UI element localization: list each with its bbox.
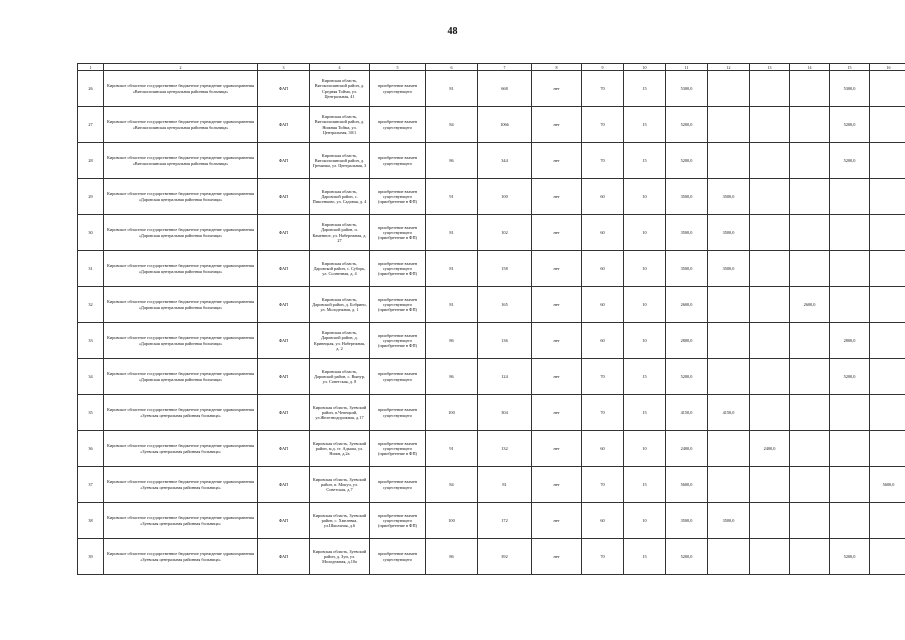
cell-col-10: 10 xyxy=(624,251,666,287)
column-number: 3 xyxy=(258,64,310,71)
cell-col-12: 3500,0 xyxy=(708,503,750,539)
facility-type: ФАП xyxy=(258,539,310,575)
cell-col-11: 2800,0 xyxy=(666,323,708,359)
cell-col-7: 172 xyxy=(478,503,532,539)
table-row xyxy=(78,143,905,179)
cell-col-11: 3500,0 xyxy=(666,503,708,539)
facility-type: ФАП xyxy=(258,215,310,251)
cell-col-10: 10 xyxy=(624,215,666,251)
facility-type: ФАП xyxy=(258,503,310,539)
cell-col-8: нет xyxy=(532,431,582,467)
cell-col-15 xyxy=(830,179,870,215)
cell-col-11: 5300,0 xyxy=(666,71,708,107)
cell-col-16 xyxy=(870,71,905,107)
cell-col-11: 5200,0 xyxy=(666,107,708,143)
cell-col-7: 132 xyxy=(478,431,532,467)
row-number: 38 xyxy=(78,503,104,539)
facility-type: ФАП xyxy=(258,359,310,395)
cell-col-16: 5600,0 xyxy=(870,467,905,503)
row-number: 37 xyxy=(78,467,104,503)
institution-name: Кировское областное государственное бюджетное учреждение здравоохранения «Вятскополянская центральная районная больница» xyxy=(104,107,258,143)
cell-col-9: 60 xyxy=(582,179,624,215)
row-number: 33 xyxy=(78,323,104,359)
cell-col-13 xyxy=(750,287,790,323)
cell-col-10: 10 xyxy=(624,179,666,215)
facility-type: ФАП xyxy=(258,287,310,323)
cell-col-11: 2400,0 xyxy=(666,431,708,467)
planned-action: приобретение взамен существующего (приобретение в ФП) xyxy=(370,431,426,467)
column-number: 2 xyxy=(104,64,258,71)
cell-col-12: 3500,0 xyxy=(708,179,750,215)
table-row xyxy=(78,251,905,287)
row-number: 39 xyxy=(78,539,104,575)
cell-col-13 xyxy=(750,467,790,503)
table-row xyxy=(78,71,905,107)
cell-col-10: 10 xyxy=(624,503,666,539)
column-number: 6 xyxy=(426,64,478,71)
cell-col-10: 10 xyxy=(624,323,666,359)
facility-address: Кировская область, Даровской район, с. Пиксенково, ул. Садовая, д. 4 xyxy=(310,179,370,215)
cell-col-8: нет xyxy=(532,287,582,323)
cell-col-10: 15 xyxy=(624,359,666,395)
cell-col-14 xyxy=(790,359,830,395)
planned-action: приобретение взамен существующего (приобретение в ФП) xyxy=(370,287,426,323)
institution-name: Кировское областное государственное бюджетное учреждение здравоохранения «Даровская центральная районная больница» xyxy=(104,323,258,359)
institution-name: Кировское областное государственное бюджетное учреждение здравоохранения «Вятскополянская центральная районная больница» xyxy=(104,143,258,179)
cell-col-7: 124 xyxy=(478,359,532,395)
cell-col-14 xyxy=(790,251,830,287)
cell-col-6: 91 xyxy=(426,179,478,215)
column-number: 13 xyxy=(750,64,790,71)
cell-col-14 xyxy=(790,395,830,431)
planned-action: приобретение взамен существующего xyxy=(370,467,426,503)
cell-col-13 xyxy=(750,71,790,107)
facility-address: Кировская область, Даровской район, с. Вынур, ул. Советская, д. 8 xyxy=(310,359,370,395)
cell-col-14 xyxy=(790,215,830,251)
cell-col-13 xyxy=(750,215,790,251)
cell-col-7: 304 xyxy=(478,395,532,431)
cell-col-7: 392 xyxy=(478,539,532,575)
facility-address: Кировская область, Даровской район, д. Кривецкая, ул. Набережная, д. 2 xyxy=(310,323,370,359)
cell-col-7: 136 xyxy=(478,323,532,359)
cell-col-11: 5200,0 xyxy=(666,143,708,179)
row-number: 36 xyxy=(78,431,104,467)
row-number: 30 xyxy=(78,215,104,251)
facility-type: ФАП xyxy=(258,107,310,143)
cell-col-16 xyxy=(870,503,905,539)
cell-col-12: 3500,0 xyxy=(708,215,750,251)
row-number: 34 xyxy=(78,359,104,395)
cell-col-8: нет xyxy=(532,107,582,143)
cell-col-10: 15 xyxy=(624,143,666,179)
table-row xyxy=(78,179,905,215)
cell-col-6: 84 xyxy=(426,107,478,143)
cell-col-12 xyxy=(708,107,750,143)
column-number: 9 xyxy=(582,64,624,71)
cell-col-13 xyxy=(750,359,790,395)
registry-table xyxy=(77,63,905,575)
cell-col-13 xyxy=(750,503,790,539)
cell-col-10: 15 xyxy=(624,539,666,575)
cell-col-12 xyxy=(708,431,750,467)
cell-col-13 xyxy=(750,143,790,179)
facility-address: Кировская область, Зуевский район, м.д. ст. Адыша, ул. Нижн, д.2а xyxy=(310,431,370,467)
table-body xyxy=(78,64,905,575)
cell-col-14 xyxy=(790,503,830,539)
cell-col-8: нет xyxy=(532,467,582,503)
institution-name: Кировское областное государственное бюджетное учреждение здравоохранения «Даровская центральная районная больница» xyxy=(104,179,258,215)
institution-name: Кировское областное государственное бюджетное учреждение здравоохранения «Зуевская центральная районная больница» xyxy=(104,395,258,431)
cell-col-12 xyxy=(708,467,750,503)
cell-col-14 xyxy=(790,323,830,359)
cell-col-9: 60 xyxy=(582,503,624,539)
cell-col-16 xyxy=(870,539,905,575)
row-number: 29 xyxy=(78,179,104,215)
cell-col-6: 100 xyxy=(426,503,478,539)
cell-col-9: 70 xyxy=(582,395,624,431)
cell-col-15 xyxy=(830,503,870,539)
planned-action: приобретение взамен существующего xyxy=(370,395,426,431)
cell-col-14 xyxy=(790,467,830,503)
cell-col-15: 5200,0 xyxy=(830,107,870,143)
cell-col-11: 5600,0 xyxy=(666,467,708,503)
planned-action: приобретение взамен существующего (приобретение в ФП) xyxy=(370,503,426,539)
cell-col-9: 70 xyxy=(582,143,624,179)
cell-col-6: 81 xyxy=(426,251,478,287)
facility-type: ФАП xyxy=(258,143,310,179)
cell-col-15 xyxy=(830,431,870,467)
planned-action: приобретение взамен существующего xyxy=(370,539,426,575)
cell-col-8: нет xyxy=(532,539,582,575)
facility-address: Кировская область, Даровской район, д. Бобрино, ул. Молодежная, д. 1 xyxy=(310,287,370,323)
cell-col-9: 70 xyxy=(582,71,624,107)
facility-address: Кировская область, Вятскополянский район, д. Средняя Тойма, ул. Центральная, 41 xyxy=(310,71,370,107)
table-row xyxy=(78,323,905,359)
cell-col-9: 70 xyxy=(582,467,624,503)
facility-address: Кировская область, Вятскополянский район, д. Гремячка, ул. Центральная, 3 xyxy=(310,143,370,179)
facility-type: ФАП xyxy=(258,395,310,431)
cell-col-6: 84 xyxy=(426,467,478,503)
facility-address: Кировская область, Даровской район, п. Каменное, ул. Набережная, д. 27 xyxy=(310,215,370,251)
institution-name: Кировское областное государственное бюджетное учреждение здравоохранения «Зуевская центральная районная больница» xyxy=(104,431,258,467)
cell-col-6: 86 xyxy=(426,539,478,575)
row-number: 35 xyxy=(78,395,104,431)
cell-col-15 xyxy=(830,287,870,323)
row-number: 27 xyxy=(78,107,104,143)
facility-address: Кировская область, Даровской район, с. Суборь, ул. Солнечная, д. 4 xyxy=(310,251,370,287)
cell-col-12 xyxy=(708,539,750,575)
cell-col-13 xyxy=(750,395,790,431)
planned-action: приобретение взамен существующего (приобретение в ФП) xyxy=(370,251,426,287)
cell-col-12 xyxy=(708,359,750,395)
facility-address: Кировская область, Зуевский район, д. Зуи, ул. Молодежная, д.10а xyxy=(310,539,370,575)
cell-col-10: 15 xyxy=(624,107,666,143)
cell-col-7: 158 xyxy=(478,251,532,287)
institution-name: Кировское областное государственное бюджетное учреждение здравоохранения «Вятскополянская центральная районная больница» xyxy=(104,71,258,107)
row-number: 31 xyxy=(78,251,104,287)
cell-col-15 xyxy=(830,251,870,287)
cell-col-8: нет xyxy=(532,179,582,215)
institution-name: Кировское областное государственное бюджетное учреждение здравоохранения «Зуевская центральная районная больница» xyxy=(104,503,258,539)
column-number: 16 xyxy=(870,64,905,71)
cell-col-14 xyxy=(790,143,830,179)
cell-col-11: 5200,0 xyxy=(666,359,708,395)
cell-col-10: 10 xyxy=(624,431,666,467)
institution-name: Кировское областное государственное бюджетное учреждение здравоохранения «Зуевская центральная районная больница» xyxy=(104,467,258,503)
cell-col-9: 70 xyxy=(582,359,624,395)
cell-col-7: 81 xyxy=(478,467,532,503)
column-number: 11 xyxy=(666,64,708,71)
cell-col-15: 5200,0 xyxy=(830,539,870,575)
cell-col-12 xyxy=(708,71,750,107)
cell-col-12: 4150,0 xyxy=(708,395,750,431)
cell-col-16 xyxy=(870,359,905,395)
cell-col-15: 5200,0 xyxy=(830,359,870,395)
cell-col-7: 102 xyxy=(478,215,532,251)
facility-type: ФАП xyxy=(258,323,310,359)
cell-col-12 xyxy=(708,287,750,323)
cell-col-6: 86 xyxy=(426,323,478,359)
cell-col-14 xyxy=(790,71,830,107)
cell-col-15: 2800,0 xyxy=(830,323,870,359)
cell-col-8: нет xyxy=(532,395,582,431)
cell-col-16 xyxy=(870,323,905,359)
cell-col-8: нет xyxy=(532,143,582,179)
facility-type: ФАП xyxy=(258,251,310,287)
institution-name: Кировское областное государственное бюджетное учреждение здравоохранения «Даровская центральная районная больница» xyxy=(104,359,258,395)
cell-col-10: 15 xyxy=(624,467,666,503)
cell-col-13 xyxy=(750,251,790,287)
cell-col-9: 60 xyxy=(582,215,624,251)
cell-col-14 xyxy=(790,107,830,143)
cell-col-6: 91 xyxy=(426,431,478,467)
cell-col-12 xyxy=(708,323,750,359)
cell-col-9: 60 xyxy=(582,323,624,359)
column-number: 8 xyxy=(532,64,582,71)
facility-type: ФАП xyxy=(258,431,310,467)
cell-col-16 xyxy=(870,143,905,179)
cell-col-8: нет xyxy=(532,251,582,287)
cell-col-6: 81 xyxy=(426,215,478,251)
row-number: 26 xyxy=(78,71,104,107)
table-row xyxy=(78,467,905,503)
column-number: 12 xyxy=(708,64,750,71)
planned-action: приобретение взамен существующего xyxy=(370,107,426,143)
cell-col-8: нет xyxy=(532,71,582,107)
column-number: 5 xyxy=(370,64,426,71)
cell-col-16 xyxy=(870,179,905,215)
row-number: 32 xyxy=(78,287,104,323)
institution-name: Кировское областное государственное бюджетное учреждение здравоохранения «Зуевская центральная районная больница» xyxy=(104,539,258,575)
column-number: 15 xyxy=(830,64,870,71)
cell-col-10: 15 xyxy=(624,395,666,431)
cell-col-15: 5200,0 xyxy=(830,143,870,179)
cell-col-16 xyxy=(870,107,905,143)
planned-action: приобретение взамен существующего xyxy=(370,359,426,395)
cell-col-8: нет xyxy=(532,503,582,539)
cell-col-11: 3500,0 xyxy=(666,251,708,287)
cell-col-9: 70 xyxy=(582,539,624,575)
cell-col-15 xyxy=(830,395,870,431)
cell-col-11: 3500,0 xyxy=(666,179,708,215)
planned-action: приобретение взамен существующего (приобретение в ФП) xyxy=(370,323,426,359)
planned-action: приобретение взамен существующего (приобретение в ФП) xyxy=(370,215,426,251)
cell-col-7: 1066 xyxy=(478,107,532,143)
column-number: 14 xyxy=(790,64,830,71)
cell-col-7: 668 xyxy=(478,71,532,107)
cell-col-8: нет xyxy=(532,359,582,395)
institution-name: Кировское областное государственное бюджетное учреждение здравоохранения «Даровская центральная районная больница» xyxy=(104,215,258,251)
cell-col-9: 60 xyxy=(582,431,624,467)
table-row xyxy=(78,359,905,395)
cell-col-11: 4150,0 xyxy=(666,395,708,431)
table-row xyxy=(78,395,905,431)
column-number: 7 xyxy=(478,64,532,71)
cell-col-6: 86 xyxy=(426,143,478,179)
planned-action: приобретение взамен существующего (приобретение в ФП) xyxy=(370,179,426,215)
cell-col-16 xyxy=(870,215,905,251)
column-number-row xyxy=(78,64,905,71)
cell-col-10: 15 xyxy=(624,71,666,107)
cell-col-15 xyxy=(830,215,870,251)
cell-col-13 xyxy=(750,539,790,575)
row-number: 28 xyxy=(78,143,104,179)
page-number: 48 xyxy=(447,26,458,37)
cell-col-6: 86 xyxy=(426,359,478,395)
column-number: 10 xyxy=(624,64,666,71)
cell-col-13 xyxy=(750,107,790,143)
facility-address: Кировская область, Вятскополянский район, д. Нижняя Тойма, ул. Центральная, 30/1 xyxy=(310,107,370,143)
facility-type: ФАП xyxy=(258,179,310,215)
facility-address: Кировская область, Зуевский район, п.Чепецкий, ул.Железнодорожная, д.17 xyxy=(310,395,370,431)
cell-col-9: 60 xyxy=(582,287,624,323)
cell-col-9: 70 xyxy=(582,107,624,143)
cell-col-14: 2600,0 xyxy=(790,287,830,323)
column-number: 1 xyxy=(78,64,104,71)
cell-col-13 xyxy=(750,323,790,359)
column-number: 4 xyxy=(310,64,370,71)
table-row xyxy=(78,431,905,467)
cell-col-14 xyxy=(790,179,830,215)
table-row xyxy=(78,539,905,575)
institution-name: Кировское областное государственное бюджетное учреждение здравоохранения «Даровская центральная районная больница» xyxy=(104,287,258,323)
institution-name: Кировское областное государственное бюджетное учреждение здравоохранения «Даровская центральная районная больница» xyxy=(104,251,258,287)
cell-col-11: 5200,0 xyxy=(666,539,708,575)
cell-col-11: 2600,0 xyxy=(666,287,708,323)
table-row xyxy=(78,107,905,143)
cell-col-14 xyxy=(790,431,830,467)
cell-col-12: 3500,0 xyxy=(708,251,750,287)
cell-col-16 xyxy=(870,395,905,431)
cell-col-6: 100 xyxy=(426,395,478,431)
planned-action: приобретение взамен существующего xyxy=(370,71,426,107)
cell-col-7: 344 xyxy=(478,143,532,179)
facility-type: ФАП xyxy=(258,71,310,107)
facility-address: Кировская область, Зуевский район, с. Хмелевка, ул.Школьная, д.6 xyxy=(310,503,370,539)
table-row xyxy=(78,287,905,323)
cell-col-16 xyxy=(870,431,905,467)
cell-col-10: 10 xyxy=(624,287,666,323)
cell-col-8: нет xyxy=(532,323,582,359)
cell-col-6: 81 xyxy=(426,287,478,323)
cell-col-16 xyxy=(870,251,905,287)
cell-col-16 xyxy=(870,287,905,323)
cell-col-8: нет xyxy=(532,215,582,251)
facility-address: Кировская область, Зуевский район, п. Мокуч, ул. Советская, д.7 xyxy=(310,467,370,503)
table-row xyxy=(78,503,905,539)
cell-col-11: 3500,0 xyxy=(666,215,708,251)
facility-type: ФАП xyxy=(258,467,310,503)
cell-col-14 xyxy=(790,539,830,575)
cell-col-15 xyxy=(830,467,870,503)
cell-col-12 xyxy=(708,143,750,179)
table-row xyxy=(78,215,905,251)
cell-col-13: 2400,0 xyxy=(750,431,790,467)
cell-col-7: 100 xyxy=(478,179,532,215)
planned-action: приобретение взамен существующего xyxy=(370,143,426,179)
cell-col-9: 60 xyxy=(582,251,624,287)
cell-col-6: 81 xyxy=(426,71,478,107)
cell-col-15: 5300,0 xyxy=(830,71,870,107)
cell-col-7: 165 xyxy=(478,287,532,323)
cell-col-13 xyxy=(750,179,790,215)
